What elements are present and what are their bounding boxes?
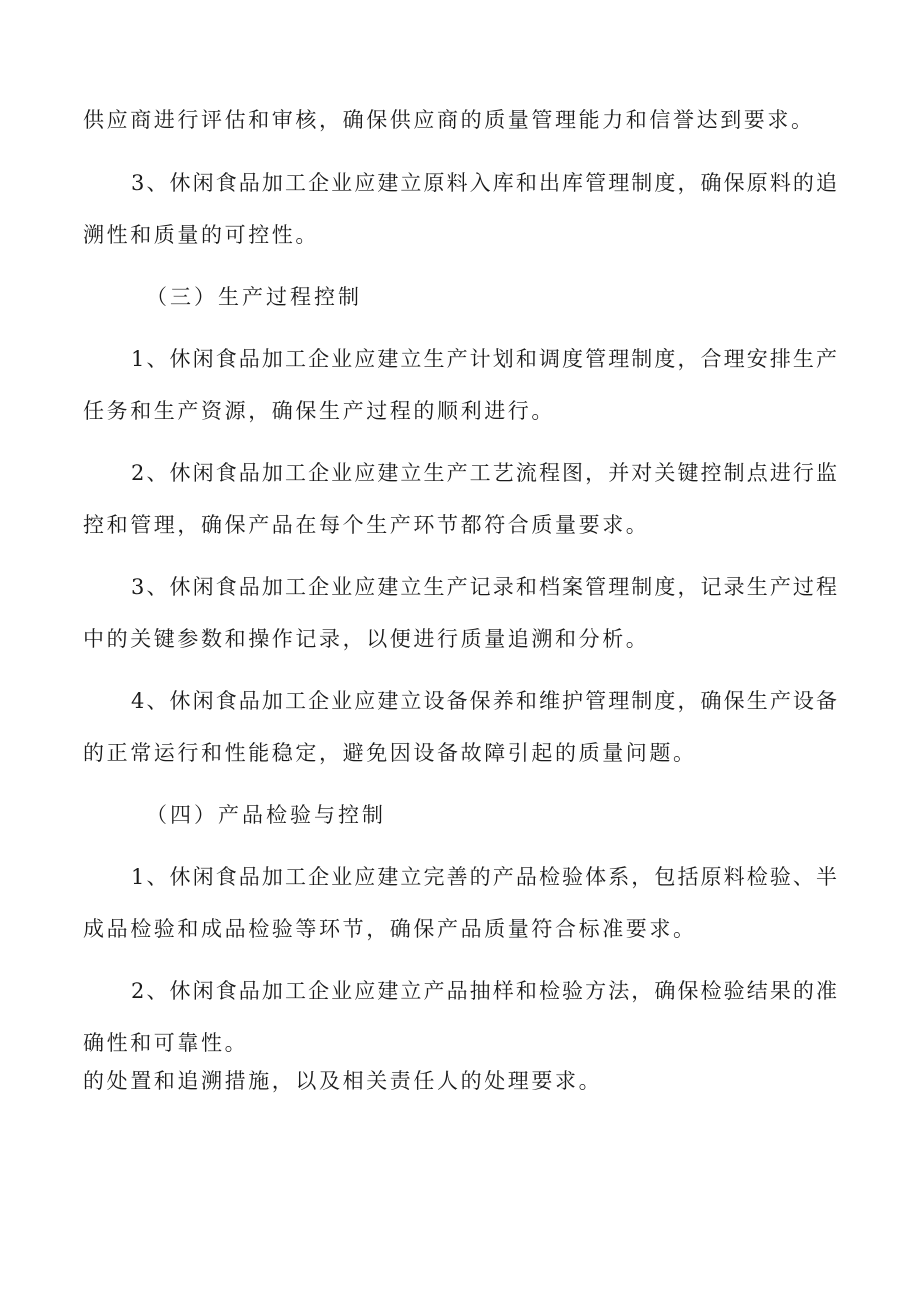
paragraph-line: 1、休闲食品加工企业应建立完善的产品检验体系，包括原料检验、半: [131, 865, 837, 889]
paragraph-line: 的正常运行和性能稳定，避免因设备故障引起的质量问题。: [83, 741, 697, 765]
paragraph-line: 4、休闲食品加工企业应建立设备保养和维护管理制度，确保生产设备: [131, 689, 837, 713]
paragraph-line: 成品检验和成品检验等环节，确保产品质量符合标准要求。: [83, 917, 697, 941]
paragraph-line: 2、休闲食品加工企业应建立生产工艺流程图，并对关键控制点进行监: [131, 461, 837, 485]
paragraph-line: 的处置和追溯措施，以及相关责任人的处理要求。: [83, 1069, 603, 1093]
paragraph-line: 3、休闲食品加工企业应建立生产记录和档案管理制度，记录生产过程: [131, 575, 837, 599]
section-heading: （四）产品检验与控制: [146, 803, 386, 827]
paragraph-line: 溯性和质量的可控性。: [83, 223, 319, 247]
section-heading: （三）生产过程控制: [146, 285, 362, 309]
paragraph-line: 1、休闲食品加工企业应建立生产计划和调度管理制度，合理安排生产: [131, 347, 837, 371]
paragraph-line: 中的关键参数和操作记录，以便进行质量追溯和分析。: [83, 627, 650, 651]
paragraph-line: 确性和可靠性。: [83, 1031, 249, 1055]
paragraph-line: 控和管理，确保产品在每个生产环节都符合质量要求。: [83, 513, 650, 537]
paragraph-line: 2、休闲食品加工企业应建立产品抽样和检验方法，确保检验结果的准: [131, 979, 837, 1003]
paragraph-line: 任务和生产资源，确保生产过程的顺利进行。: [83, 399, 555, 423]
paragraph-line: 3、休闲食品加工企业应建立原料入库和出库管理制度，确保原料的追: [131, 171, 837, 195]
paragraph-line: 供应商进行评估和审核，确保供应商的质量管理能力和信誉达到要求。: [83, 108, 815, 132]
